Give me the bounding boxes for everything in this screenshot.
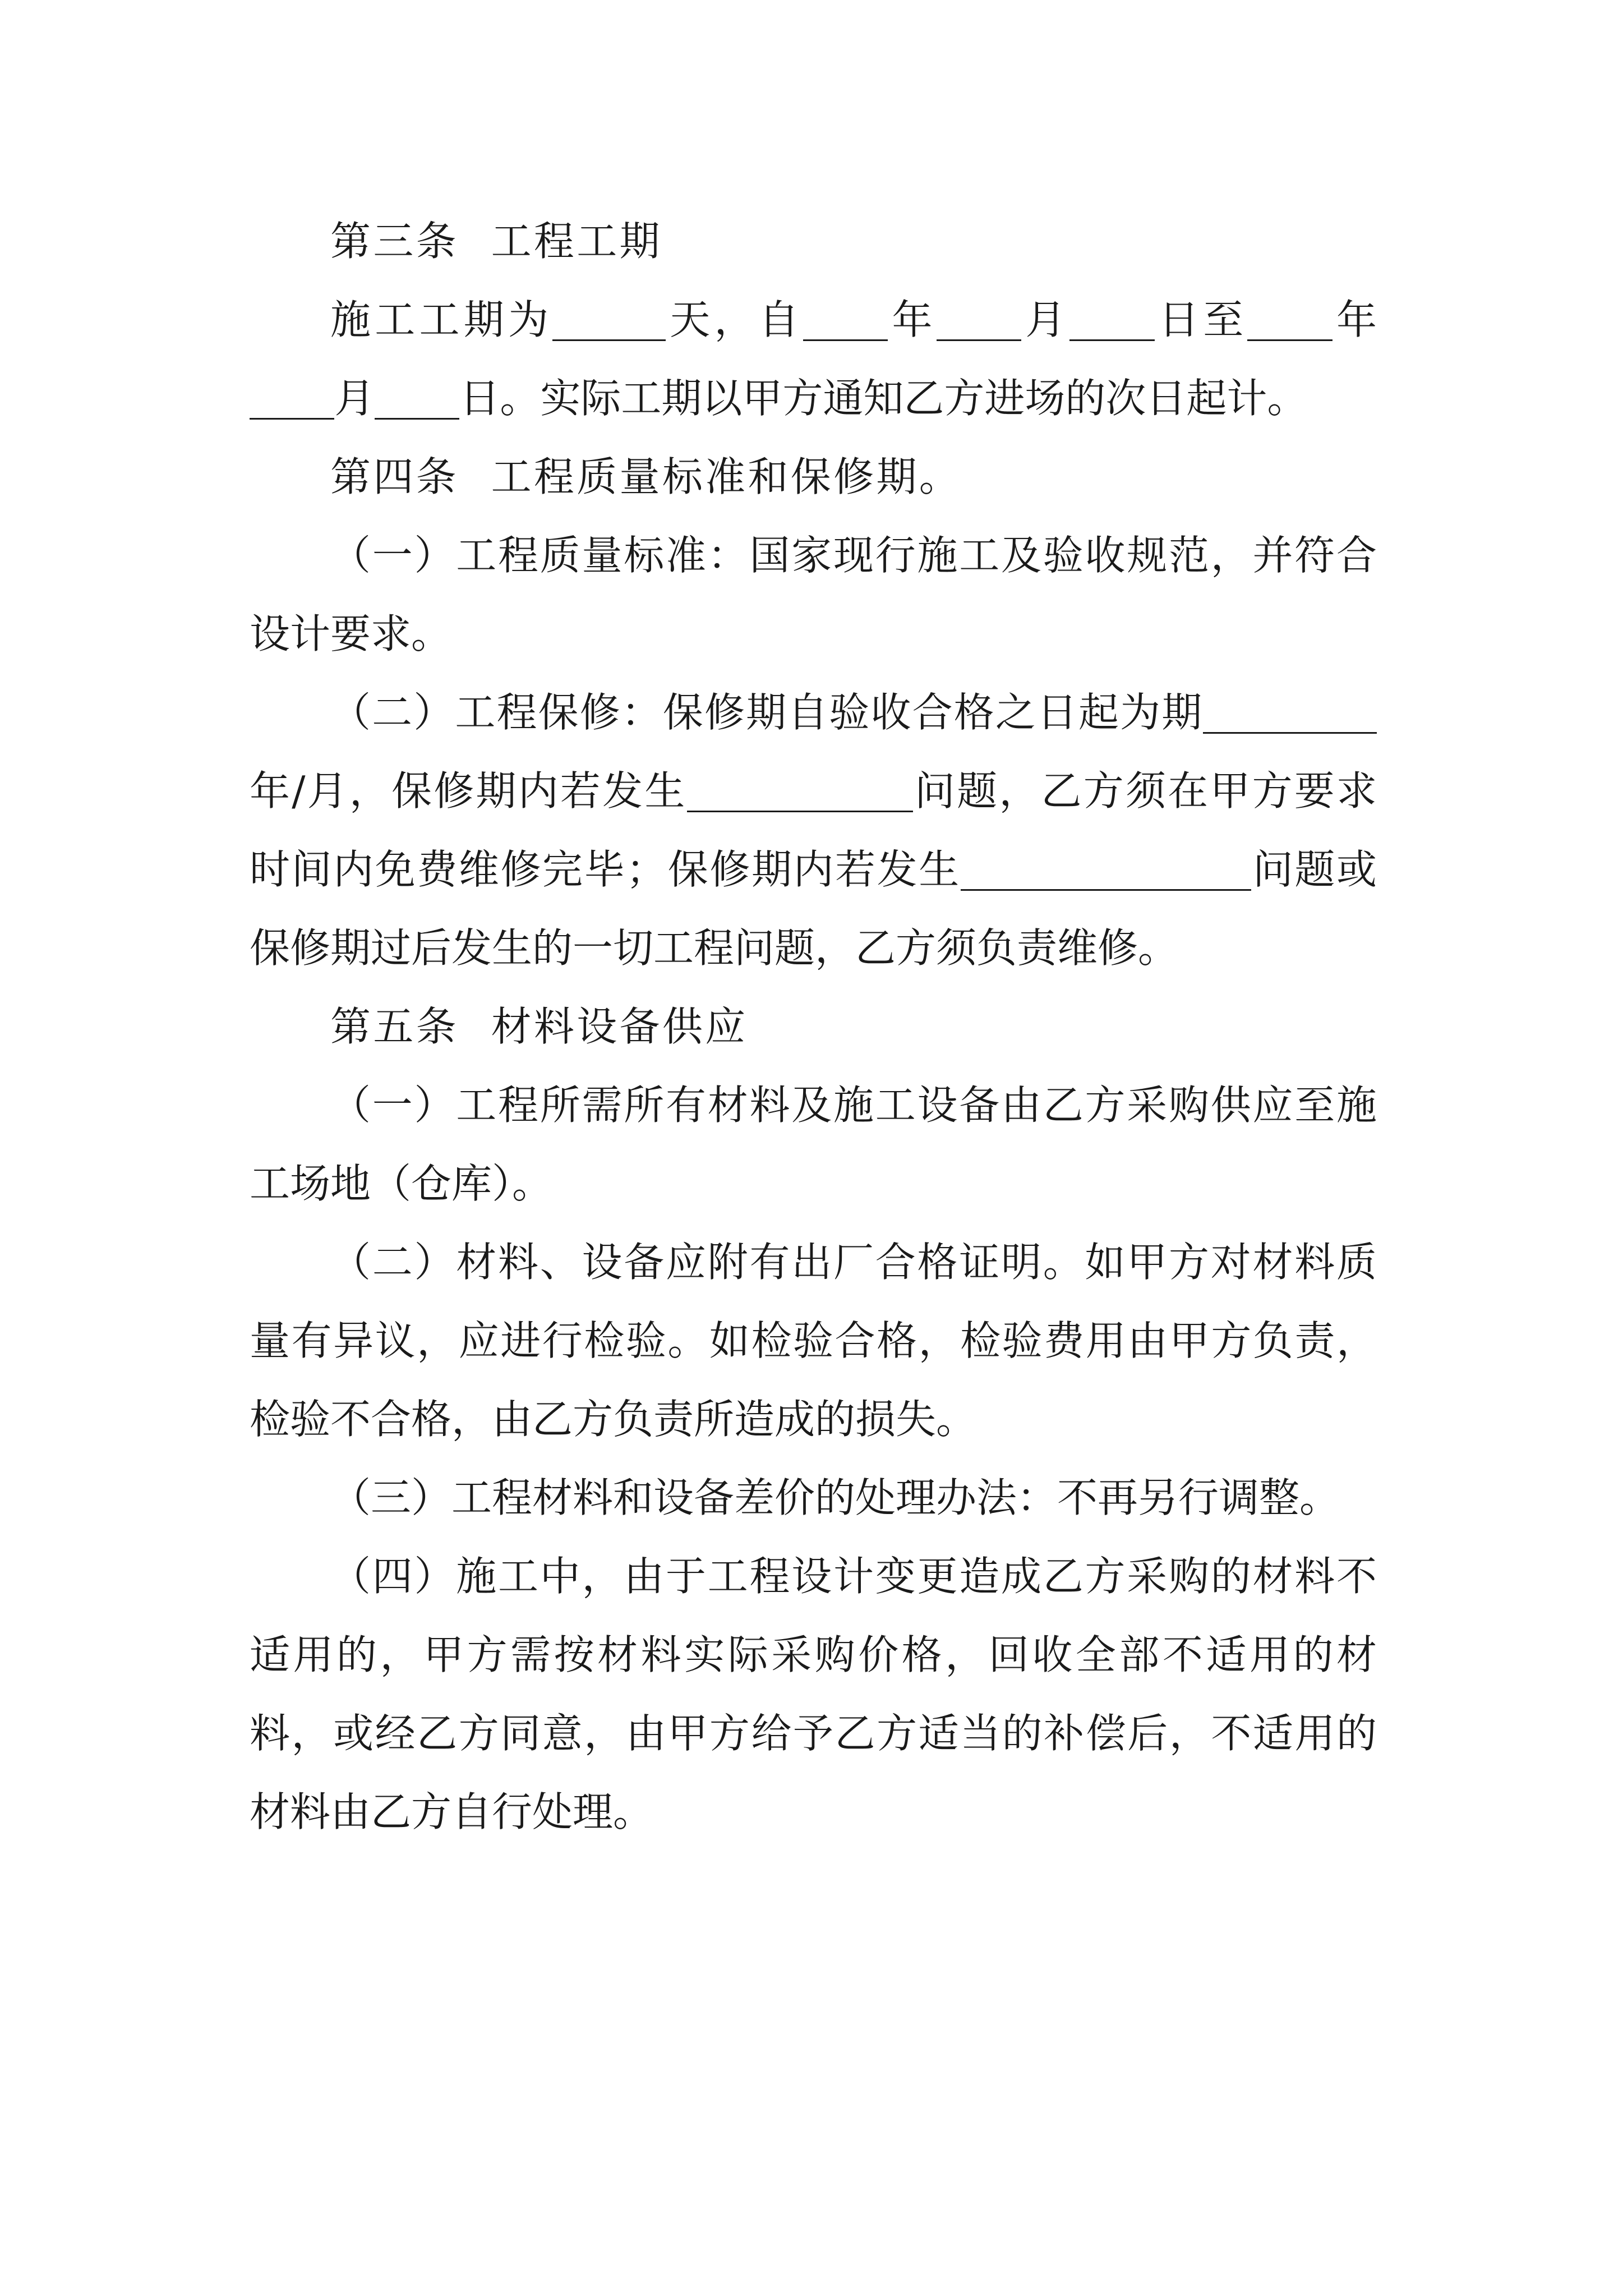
blank-end-day <box>375 375 459 420</box>
article-5-title: 材料设备供应 <box>491 1003 748 1050</box>
blank-warranty-period <box>1203 689 1377 734</box>
blank-start-month <box>937 297 1021 341</box>
article-5-heading <box>250 987 1377 1066</box>
article-4-heading <box>250 438 1377 516</box>
article-3-paragraph: 施工工期为 天，自 年 月 日至 年月 日。实际工期以甲方通知乙方进场的次日起计。 <box>250 280 1377 438</box>
article-5-number: 第五条 <box>330 1003 459 1050</box>
blank-start-year <box>803 297 888 341</box>
article-4-item-2: （二）工程保修：保修期自验收合格之日起为期年/月，保修期内若发生 问题，乙方须在甲方要求时间内免费维修完毕；保修期内若发生 问题或保修期过后发生的一切工程问题，乙方须负责维修。 <box>250 689 1377 972</box>
article-5-item-4: （四）施工中，由于工程设计变更造成乙方采购的材料不适用的，甲方需按材料实际采购价格，回收全部不适用的材料，或经乙方同意，由甲方给予乙方适当的补偿后，不适用的材料由乙方自行处理。 <box>250 1553 1377 1835</box>
article-4-item-1: （一）工程质量标准：国家现行施工及验收规范，并符合设计要求。 <box>250 532 1377 657</box>
article-5-item-3: （三）工程材料和设备差价的处理办法：不再另行调整。 <box>330 1474 1340 1521</box>
article-4-title: 工程质量标准和保修期。 <box>491 453 962 500</box>
article-5-item-1: （一）工程所需所有材料及施工设备由乙方采购供应至施工场地（仓库）。 <box>250 1082 1377 1207</box>
blank-start-day <box>1069 297 1154 341</box>
article-3-title: 工程工期 <box>491 218 662 265</box>
contract-body <box>250 202 1377 1851</box>
article-3-heading <box>250 202 1377 280</box>
article-4-number: 第四条 <box>330 453 459 500</box>
blank-end-year-tail <box>1247 297 1332 341</box>
blank-days <box>552 297 666 341</box>
article-5-item-2: （二）材料、设备应附有出厂合格证明。如甲方对材料质量有异议，应进行检验。如检验合格，检验费用由甲方负责，检验不合格，由乙方负责所造成的损失。 <box>250 1239 1377 1443</box>
blank-end-month <box>250 375 334 420</box>
blank-warranty-issue-1 <box>687 768 913 812</box>
blank-warranty-issue-2 <box>961 846 1251 891</box>
article-3-number: 第三条 <box>330 218 459 265</box>
